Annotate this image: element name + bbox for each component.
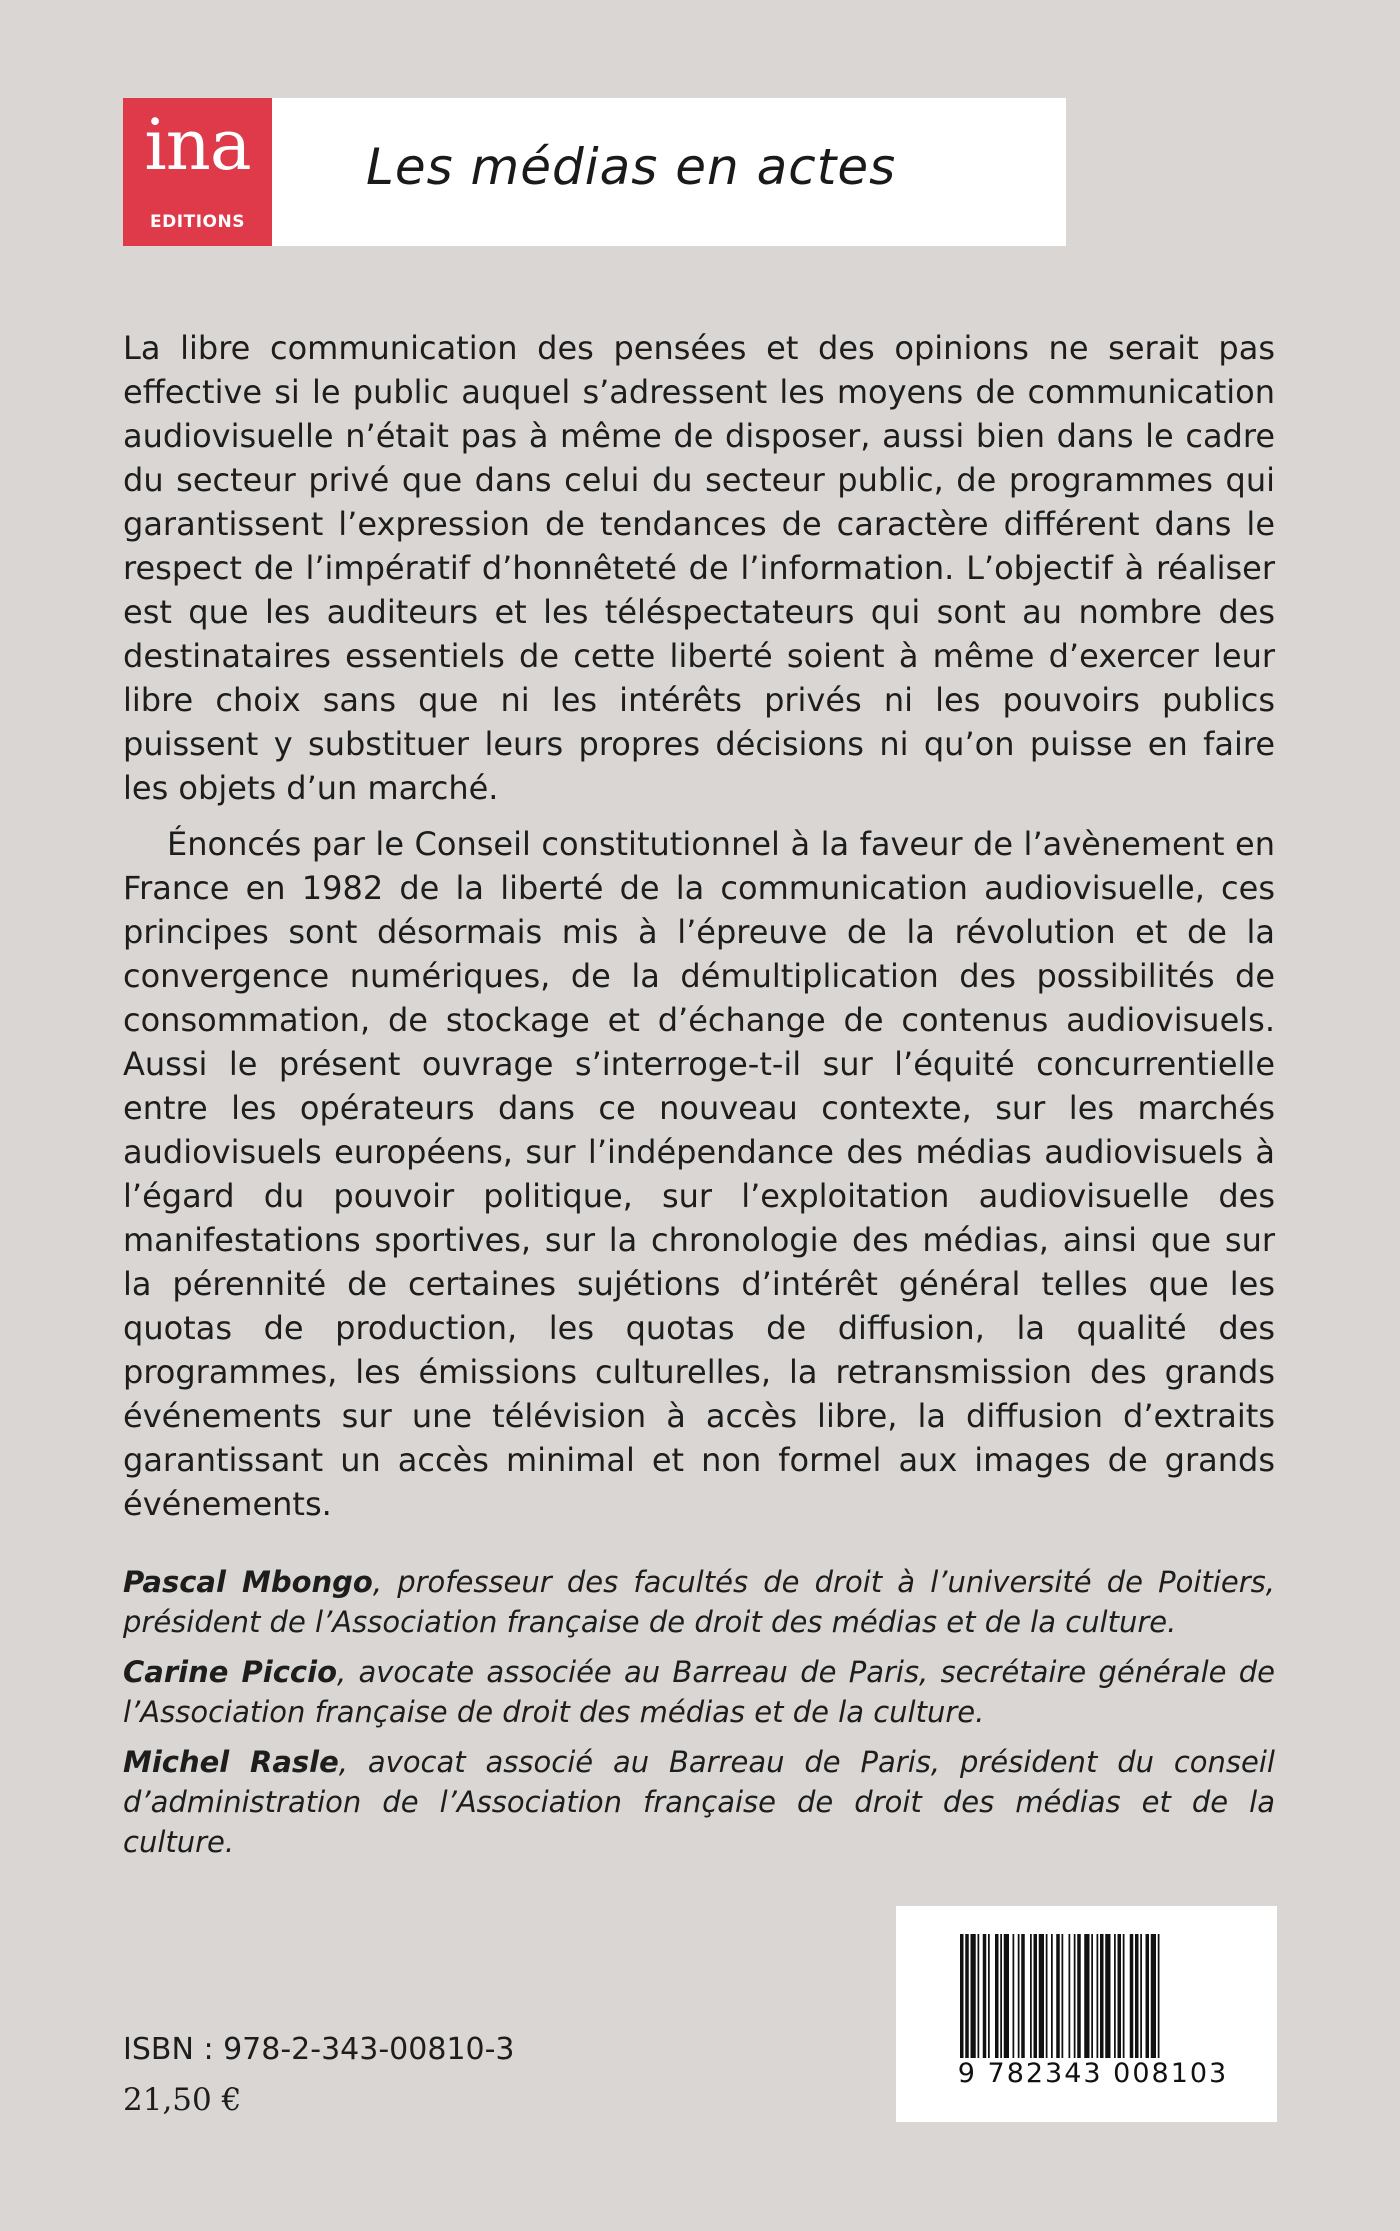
- price: 21,50 €: [123, 2082, 242, 2118]
- isbn: ISBN : 978-2-343-00810-3: [123, 2032, 515, 2067]
- summary-paragraph-1: La libre communication des pensées et des opinions ne serait pas effective si le public auquel s’adressent les moyens de communication audiovisuelle n’était pas à même de disposer, aussi bien dans le cadre du secteur privé que dans celui du secteur public, de programmes qui garantissent l’expression de tendances de caractère différent dans le respect de l’impératif d’honnêteté de l’information. L’objectif à réaliser est que les auditeurs et les téléspectateurs qui sont au nombre des destinataires essentiels de cette liberté soient à même d’exercer leur libre choix sans que ni les intérêts privés ni les pouvoirs publics puissent y substituer leurs propres décisions ni qu’on puisse en faire les objets d’un marché.: [123, 329, 1275, 807]
- author-description: , avocat associé au Barreau de Paris, président du conseil d’administration de l’Association française de droit des médias et de la culture.: [123, 1745, 1275, 1859]
- author-name: Pascal Mbongo: [123, 1565, 373, 1599]
- author-bio: [123, 1652, 1275, 1732]
- barcode-number: 9 782343 008103: [957, 2058, 1229, 2089]
- series-header: [123, 98, 1066, 246]
- author-bios: [123, 1562, 1275, 1872]
- summary-paragraph-2: Énoncés par le Conseil constitutionnel à la faveur de l’avènement en France en 1982 de la liberté de la communication audiovisuelle, ces principes sont désormais mis à l’épreuve de la révolution et de la convergence numériques, de la démultiplication des possibilités de consommation, de stockage et d’échange de contenus audiovisuels. Aussi le présent ouvrage s’interroge-t-il sur l’équité concurrentielle entre les opérateurs dans ce nouveau contexte, sur les marchés audiovisuels européens, sur l’indépendance des médias audiovisuels à l’égard du pouvoir politique, sur l’exploitation audiovisuelle des manifestations sportives, sur la chronologie des médias, ainsi que sur la pérennité de certaines sujétions d’intérêt général telles que les quotas de production, les quotas de diffusion, la qualité des programmes, les émissions culturelles, la retransmission des grands événements sur une télévision à accès libre, la diffusion d’extraits garantissant un accès minimal et non formel aux images de grands événements.: [123, 825, 1275, 1523]
- ina-editions-logo: [123, 98, 272, 246]
- logo-subtitle: EDITIONS: [150, 212, 245, 232]
- author-name: Carine Piccio: [123, 1655, 337, 1689]
- barcode-bars-icon: [960, 1934, 1216, 2058]
- author-bio: [123, 1742, 1275, 1862]
- author-bio: [123, 1562, 1275, 1642]
- author-description: , professeur des facultés de droit à l’université de Poitiers, président de l’Association française de droit des médias et de la culture.: [123, 1565, 1275, 1639]
- author-description: , avocate associée au Barreau de Paris, secrétaire générale de l’Association française de droit des médias et de la culture.: [123, 1655, 1275, 1729]
- summary-text: [123, 326, 1275, 1526]
- series-title: Les médias en actes: [366, 138, 897, 196]
- logo-mark: ina: [144, 104, 251, 186]
- barcode: [896, 1906, 1277, 2122]
- author-name: Michel Rasle: [123, 1745, 339, 1779]
